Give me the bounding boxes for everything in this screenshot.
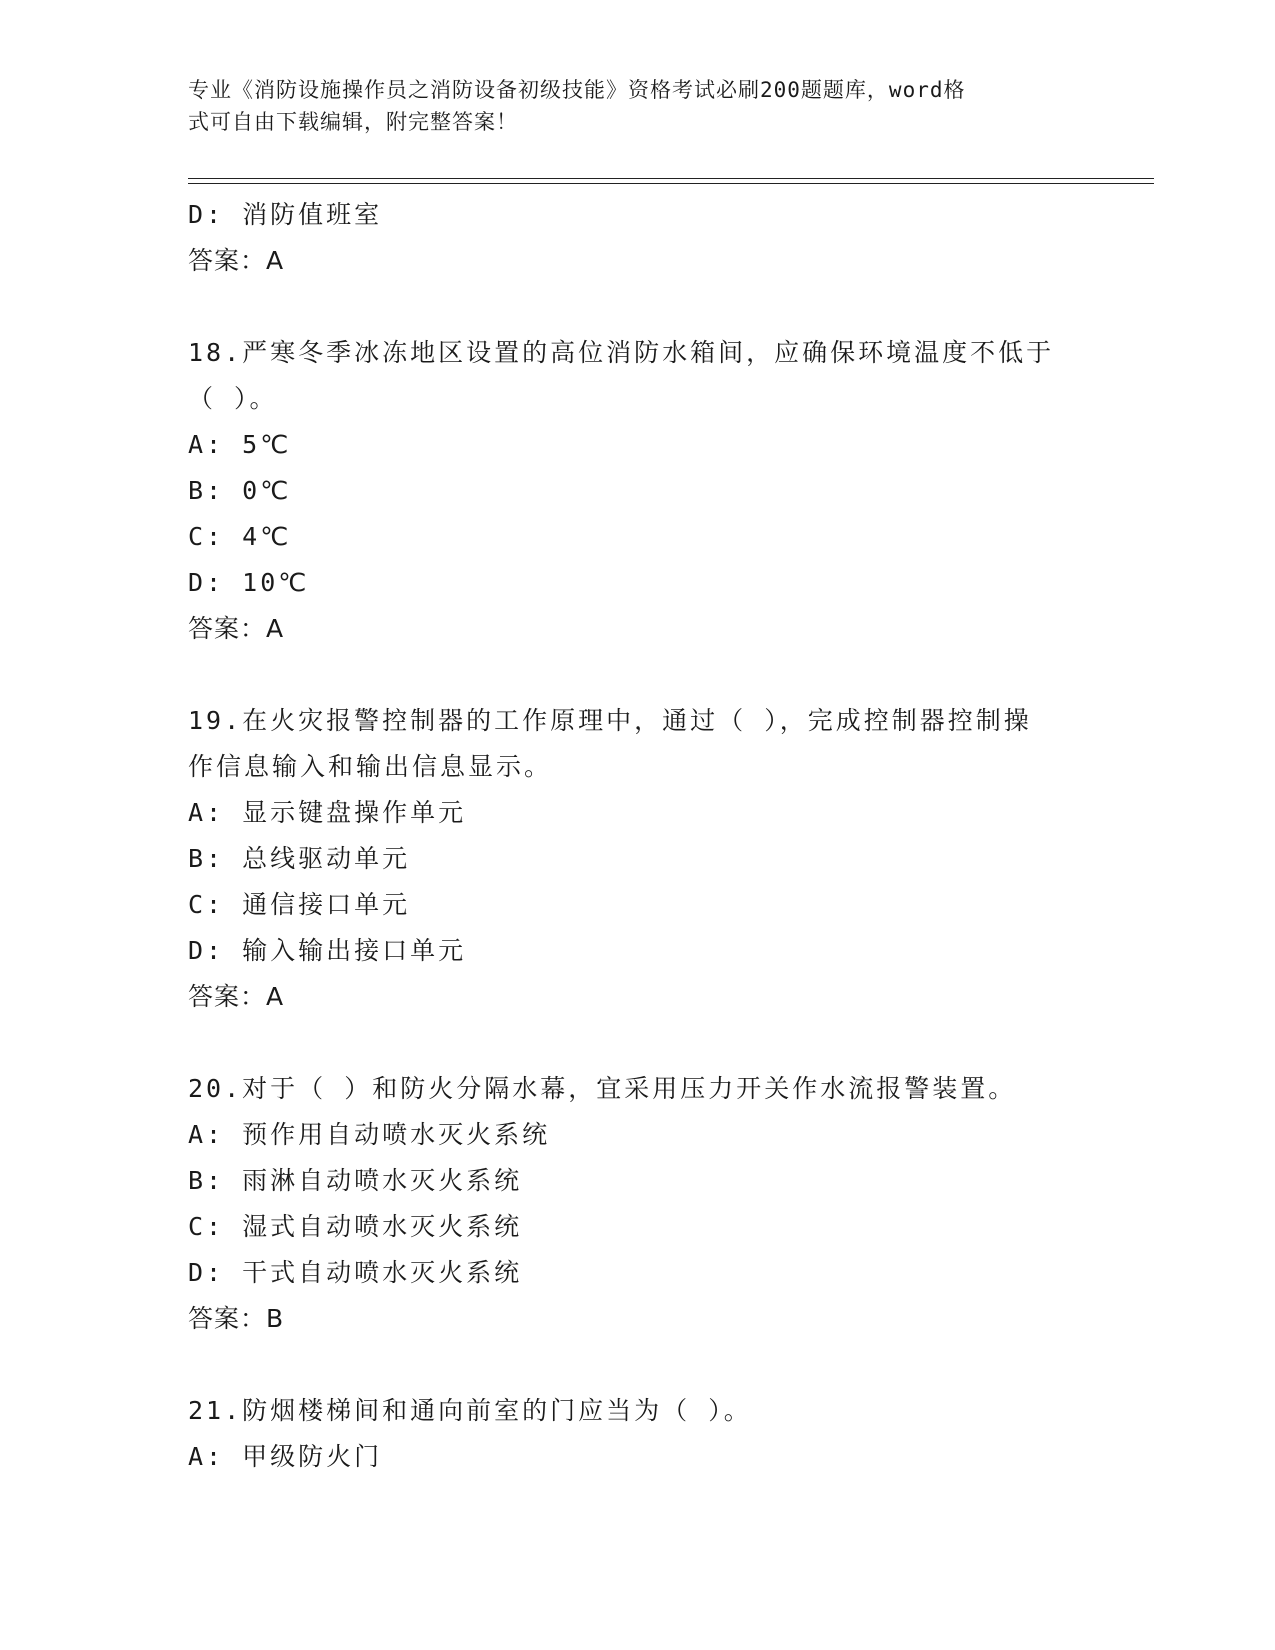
question-text-line-1: 18.严寒冬季冰冻地区设置的高位消防水箱间，应确保环境温度不低于 (188, 338, 1055, 367)
question-text-line-2: （ ）。 (188, 384, 278, 413)
option-a: A: 预作用自动喷水灭火系统 (188, 1120, 551, 1149)
question-text-line-1: 20.对于（ ）和防火分隔水幕，宜采用压力开关作水流报警装置。 (188, 1074, 1017, 1103)
document-header (188, 74, 1068, 138)
header-line-1: 专业《消防设施操作员之消防设备初级技能》资格考试必刷200题题库，word格 (188, 78, 966, 102)
question-20 (188, 1066, 1088, 1342)
answer: 答案：A (188, 982, 285, 1011)
option-a: A: 甲级防火门 (188, 1442, 383, 1471)
question-19 (188, 698, 1088, 1020)
header-line-2: 式可自由下载编辑，附完整答案！ (188, 110, 518, 134)
option-d: D: 输入输出接口单元 (188, 936, 467, 965)
answer: 答案：A (188, 614, 285, 643)
header-rule-top (188, 178, 1154, 179)
option-c: C: 4℃ (188, 522, 292, 551)
option-d: D: 10℃ (188, 568, 310, 597)
option-d: D: 干式自动喷水灭火系统 (188, 1258, 523, 1287)
option-a: A: 5℃ (188, 430, 292, 459)
question-21 (188, 1388, 1088, 1480)
header-rule-bottom (188, 183, 1154, 184)
option-b: B: 雨淋自动喷水灭火系统 (188, 1166, 523, 1195)
question-text-line-1: 19.在火灾报警控制器的工作原理中，通过（ ），完成控制器控制操 (188, 706, 1032, 735)
option-a: A: 显示键盘操作单元 (188, 798, 467, 827)
option-c: C: 通信接口单元 (188, 890, 411, 919)
option-b: B: 0℃ (188, 476, 292, 505)
answer: 答案：B (188, 1304, 285, 1333)
question-18 (188, 330, 1088, 652)
option-d: D: 消防值班室 (188, 200, 383, 229)
option-b: B: 总线驱动单元 (188, 844, 411, 873)
question-17-tail (188, 192, 1088, 284)
question-text-line-1: 21.防烟楼梯间和通向前室的门应当为（ ）。 (188, 1396, 752, 1425)
answer: 答案：A (188, 246, 285, 275)
document-body (188, 192, 1088, 1480)
question-text-line-2: 作信息输入和输出信息显示。 (188, 752, 553, 781)
option-c: C: 湿式自动喷水灭火系统 (188, 1212, 523, 1241)
